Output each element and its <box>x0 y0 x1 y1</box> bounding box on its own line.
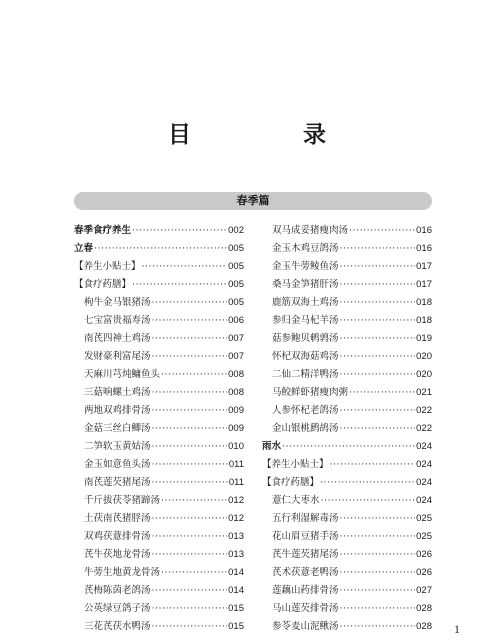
toc-entry-title: 土茯南芪猪脬汤 <box>84 513 151 524</box>
toc-entry-title: 芪牛茯地龙骨汤 <box>84 549 151 560</box>
toc-entry[interactable] <box>74 219 244 237</box>
toc-entry-title: 芪牛莲芡猪尾汤 <box>272 549 339 560</box>
toc-entry-title: 金山银桃鹧鸪汤 <box>272 423 339 434</box>
toc-entry-page: 018 <box>416 297 432 308</box>
leader-dots <box>340 369 416 381</box>
toc-entry[interactable] <box>74 237 244 255</box>
toc-entry[interactable] <box>74 255 244 273</box>
toc-entry-page: 017 <box>416 261 432 272</box>
toc-entry-title: 春季食疗养生 <box>74 225 132 236</box>
toc-entry[interactable] <box>262 615 432 633</box>
toc-entry[interactable] <box>262 507 432 525</box>
toc-entry-page: 016 <box>416 243 432 254</box>
toc-entry-title: 花山眉豆猪手汤 <box>272 531 339 542</box>
toc-entry[interactable] <box>74 273 244 291</box>
leader-dots <box>152 621 228 633</box>
toc-entry-title: 金玉木鸡豆鸽汤 <box>272 243 339 254</box>
toc-entry-title: 发财豪利富尾汤 <box>84 351 151 362</box>
toc-entry-title: 金玉如意鱼头汤 <box>84 459 151 470</box>
leader-dots <box>340 333 416 345</box>
toc-entry[interactable] <box>262 435 432 453</box>
toc-entry-title: 金菇三丝白鲫汤 <box>84 423 151 434</box>
toc-entry-page: 014 <box>228 567 244 578</box>
toc-entry-title: 参苓麦山泥鳅汤 <box>272 621 339 632</box>
toc-entry[interactable] <box>262 255 432 273</box>
toc-entry-title: 【养生小贴士】 <box>262 459 329 470</box>
toc-entry[interactable] <box>262 309 432 327</box>
toc-entry[interactable] <box>74 615 244 633</box>
toc-entry[interactable] <box>262 561 432 579</box>
leader-dots <box>340 549 416 561</box>
toc-entry-title: 千斤拔茯苓猪蹄汤 <box>84 495 161 506</box>
toc-entry[interactable] <box>74 489 244 507</box>
toc-entry-title: 莲藕山药排骨汤 <box>272 585 339 596</box>
toc-entry[interactable] <box>74 309 244 327</box>
toc-entry-page: 005 <box>228 279 244 290</box>
toc-entry-page: 024 <box>416 441 432 452</box>
toc-entry-title: 三花芪茯水鸭汤 <box>84 621 151 632</box>
leader-dots <box>340 531 416 543</box>
toc-entry[interactable] <box>74 579 244 597</box>
leader-dots <box>349 225 415 237</box>
toc-entry-title: 立春 <box>74 243 94 254</box>
leader-dots <box>152 549 228 561</box>
toc-entry[interactable] <box>262 489 432 507</box>
leader-dots <box>94 243 227 255</box>
leader-dots <box>132 225 227 237</box>
toc-entry[interactable] <box>262 327 432 345</box>
toc-entry-page: 025 <box>416 513 432 524</box>
toc-entry-page: 008 <box>228 369 244 380</box>
toc-entry-page: 028 <box>416 603 432 614</box>
toc-entry[interactable] <box>262 363 432 381</box>
leader-dots <box>340 243 416 255</box>
toc-entry-title: 南芪四神土鸡汤 <box>84 333 151 344</box>
toc-entry[interactable] <box>74 435 244 453</box>
toc-entry-title: 双鸡茯薏排骨汤 <box>84 531 151 542</box>
leader-dots <box>340 315 416 327</box>
leader-dots <box>340 585 416 597</box>
leader-dots <box>340 297 416 309</box>
toc-entry[interactable] <box>74 363 244 381</box>
toc-entry-page: 015 <box>228 621 244 632</box>
toc-entry[interactable] <box>74 345 244 363</box>
toc-entry[interactable] <box>74 543 244 561</box>
leader-dots <box>152 441 228 453</box>
leader-dots <box>340 261 416 273</box>
toc-entry[interactable] <box>262 291 432 309</box>
toc-entry-page: 018 <box>416 315 432 326</box>
leader-dots <box>152 477 228 489</box>
page-number: 1 <box>454 622 460 636</box>
toc-entry-page: 013 <box>228 531 244 542</box>
toc-entry-page: 019 <box>416 333 432 344</box>
toc-entry[interactable] <box>262 219 432 237</box>
toc-entry-page: 026 <box>416 567 432 578</box>
toc-entry[interactable] <box>74 597 244 615</box>
toc-entry-title: 菇参鲍贝鹌鹑汤 <box>272 333 339 344</box>
toc-entry-title: 参归金马杞羊汤 <box>272 315 339 326</box>
leader-dots <box>282 441 415 453</box>
toc-entry[interactable] <box>74 453 244 471</box>
toc-entry[interactable] <box>262 543 432 561</box>
leader-dots <box>152 405 228 417</box>
toc-entry-page: 010 <box>228 441 244 452</box>
toc-entry-title: 两地双鸡排骨汤 <box>84 405 151 416</box>
toc-entry-page: 005 <box>228 243 244 254</box>
toc-entry-page: 007 <box>228 351 244 362</box>
leader-dots <box>132 279 227 291</box>
toc-entry[interactable] <box>262 453 432 471</box>
toc-entry[interactable] <box>262 525 432 543</box>
toc-entry-title: 二仙二精洋鸭汤 <box>272 369 339 380</box>
toc-entry[interactable] <box>262 399 432 417</box>
toc-entry-title: 马山莲芡排骨汤 <box>272 603 339 614</box>
toc-entry[interactable] <box>74 327 244 345</box>
leader-dots <box>161 495 227 507</box>
toc-entry[interactable] <box>262 381 432 399</box>
leader-dots <box>349 387 415 399</box>
leader-dots <box>340 405 416 417</box>
toc-entry-page: 016 <box>416 225 432 236</box>
toc-entry-page: 007 <box>228 333 244 344</box>
toc-entry-title: 南芪莲芡猪尾汤 <box>84 477 151 488</box>
toc-entry-page: 020 <box>416 351 432 362</box>
toc-entry-title: 三菇响螺土鸡汤 <box>84 387 151 398</box>
toc-entry-page: 005 <box>228 297 244 308</box>
leader-dots <box>142 261 228 273</box>
leader-dots <box>321 495 416 507</box>
toc-entry-title: 二笋软玉黄姑汤 <box>84 441 151 452</box>
toc-left-column <box>74 219 244 633</box>
toc-entry[interactable] <box>74 525 244 543</box>
toc-entry-page: 027 <box>416 585 432 596</box>
toc-entry-title: 七宝富贵福寿汤 <box>84 315 151 326</box>
toc-entry-title: 五行利湿解毒汤 <box>272 513 339 524</box>
toc-entry-page: 024 <box>416 495 432 506</box>
toc-entry[interactable] <box>262 597 432 615</box>
leader-dots <box>152 333 228 345</box>
leader-dots <box>152 315 228 327</box>
leader-dots <box>152 585 228 597</box>
page-title: 目 录 <box>167 122 378 148</box>
toc-entry[interactable] <box>74 399 244 417</box>
leader-dots <box>320 477 415 489</box>
leader-dots <box>330 459 416 471</box>
leader-dots <box>340 621 416 633</box>
toc-entry-page: 005 <box>228 261 244 272</box>
toc-entry-page: 011 <box>228 477 244 488</box>
leader-dots <box>161 369 227 381</box>
toc-entry-page: 014 <box>228 585 244 596</box>
toc-entry[interactable] <box>74 291 244 309</box>
toc-entry-page: 024 <box>416 477 432 488</box>
toc-entry-title: 双马成妥猪瘦肉汤 <box>272 225 349 236</box>
toc-entry-title: 雨水 <box>262 441 282 452</box>
toc-entry-page: 024 <box>416 459 432 470</box>
toc-entry-page: 008 <box>228 387 244 398</box>
toc-entry-page: 022 <box>416 423 432 434</box>
toc-entry[interactable] <box>74 561 244 579</box>
leader-dots <box>152 513 228 525</box>
toc-entry-page: 006 <box>228 315 244 326</box>
toc-entry-page: 022 <box>416 405 432 416</box>
toc-entry-page: 028 <box>416 621 432 632</box>
toc-entry-page: 013 <box>228 549 244 560</box>
toc-entry[interactable] <box>262 579 432 597</box>
toc-entry-title: 【养生小贴士】 <box>74 261 141 272</box>
leader-dots <box>152 297 228 309</box>
toc-entry-title: 天麻川芎炖鳙鱼头 <box>84 369 161 380</box>
toc-entry-title: 怀杞双海菇鸡汤 <box>272 351 339 362</box>
leader-dots <box>340 567 416 579</box>
toc-entry-title: 马鲛鲜虾猪瘦肉粥 <box>272 387 349 398</box>
leader-dots <box>152 531 228 543</box>
toc-entry[interactable] <box>74 417 244 435</box>
toc-entry[interactable] <box>74 507 244 525</box>
leader-dots <box>152 351 228 363</box>
toc-entry-page: 025 <box>416 531 432 542</box>
toc-entry-page: 020 <box>416 369 432 380</box>
toc-entry[interactable] <box>262 237 432 255</box>
toc-entry-title: 薏仁大枣水 <box>272 495 320 506</box>
toc-entry-page: 011 <box>228 459 244 470</box>
toc-entry[interactable] <box>74 381 244 399</box>
toc-entry-page: 015 <box>228 603 244 614</box>
leader-dots <box>152 603 228 615</box>
toc-entry[interactable] <box>262 417 432 435</box>
leader-dots <box>152 459 228 471</box>
toc-entry-page: 009 <box>228 423 244 434</box>
toc-entry-page: 009 <box>228 405 244 416</box>
toc-entry-title: 人参怀杞老鸽汤 <box>272 405 339 416</box>
leader-dots <box>340 279 416 291</box>
toc-entry-page: 021 <box>416 387 432 398</box>
leader-dots <box>340 513 416 525</box>
toc-entry-title: 金玉牛蒡鲮鱼汤 <box>272 261 339 272</box>
toc-entry-title: 芪梅陈茵老鸽汤 <box>84 585 151 596</box>
toc-entry-title: 公英绿豆鸽子汤 <box>84 603 151 614</box>
section-heading: 春季篇 <box>74 192 432 210</box>
toc-entry-title: 【食疗药膳】 <box>262 477 320 488</box>
toc-entry[interactable] <box>262 345 432 363</box>
toc-entry-title: 牛蒡生地黄龙骨汤 <box>84 567 161 578</box>
toc-entry-page: 026 <box>416 549 432 560</box>
toc-right-column <box>262 219 432 633</box>
toc-entry-page: 012 <box>228 495 244 506</box>
leader-dots <box>340 423 416 435</box>
toc-entry[interactable] <box>262 471 432 489</box>
leader-dots <box>161 567 227 579</box>
toc-entry-page: 017 <box>416 279 432 290</box>
toc-entry-page: 002 <box>228 225 244 236</box>
toc-entry-title: 桑马金笋猪肝汤 <box>272 279 339 290</box>
toc-entry-title: 枸牛金马银猪汤 <box>84 297 151 308</box>
toc-entry-page: 012 <box>228 513 244 524</box>
toc-entry[interactable] <box>262 273 432 291</box>
leader-dots <box>152 423 228 435</box>
toc-entry[interactable] <box>74 471 244 489</box>
leader-dots <box>152 387 228 399</box>
toc-entry-title: 芪术茯薏老鸭汤 <box>272 567 339 578</box>
leader-dots <box>340 603 416 615</box>
toc-entry-title: 鹿筋双海土鸡汤 <box>272 297 339 308</box>
toc-entry-title: 【食疗药膳】 <box>74 279 132 290</box>
leader-dots <box>340 351 416 363</box>
